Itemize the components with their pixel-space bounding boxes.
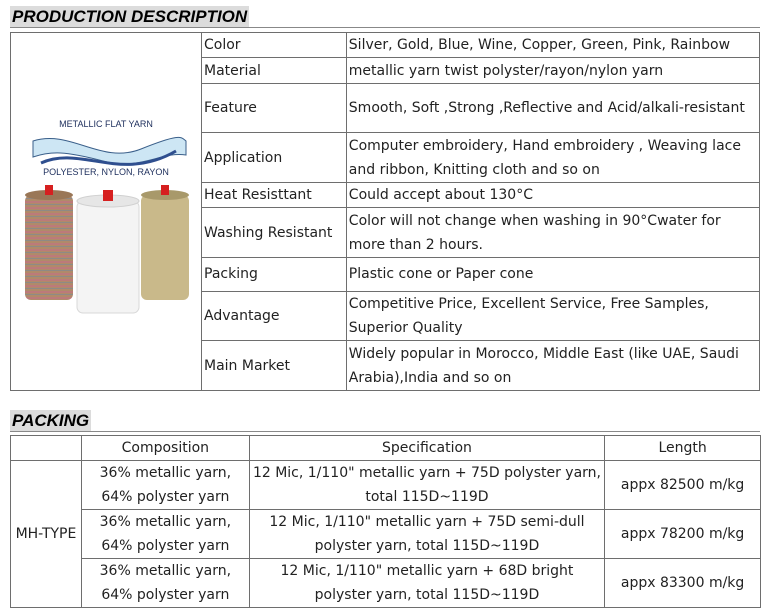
row-value-application: Computer embroidery, Hand embroidery , Weaving lace and ribbon, Knitting cloth and so on xyxy=(346,133,759,183)
row-key-material: Material xyxy=(202,58,347,83)
image-top-label: METALLIC FLAT YARN xyxy=(59,119,153,129)
type-label: MH-TYPE xyxy=(11,461,82,608)
header-blank xyxy=(11,436,82,461)
packing-section-title: PACKING xyxy=(12,411,90,430)
table-row xyxy=(11,559,761,608)
composition-cell xyxy=(81,559,249,608)
specification-cell xyxy=(249,559,604,608)
row-key-color: Color xyxy=(202,33,347,58)
specification-line: 12 Mic, 1/110" metallic yarn + 68D bright xyxy=(280,563,574,579)
row-key-washing-resistant: Washing Resistant xyxy=(202,208,347,258)
composition-line: 64% polyster yarn xyxy=(101,587,230,603)
header-composition: Composition xyxy=(81,436,249,461)
length-cell: appx 83300 m/kg xyxy=(605,559,761,608)
red-cone xyxy=(161,185,169,195)
table-row xyxy=(11,33,760,58)
specification-cell xyxy=(249,461,604,510)
title-divider xyxy=(10,431,760,432)
row-key-feature: Feature xyxy=(202,83,347,133)
red-cone xyxy=(45,185,53,195)
yarn-illustration xyxy=(11,33,201,390)
row-value-color: Silver, Gold, Blue, Wine, Copper, Green, Pink, Rainbow xyxy=(346,33,759,58)
row-value-heat-resistant: Could accept about 130°C xyxy=(346,183,759,208)
row-value-material: metallic yarn twist polyster/rayon/nylon yarn xyxy=(346,58,759,83)
length-cell: appx 78200 m/kg xyxy=(605,510,761,559)
row-value-packing: Plastic cone or Paper cone xyxy=(346,258,759,291)
specification-line: 12 Mic, 1/110" metallic yarn + 75D polyster yarn, xyxy=(252,465,601,481)
spool-white xyxy=(77,201,139,313)
product-image-cell xyxy=(11,33,202,391)
header-length: Length xyxy=(605,436,761,461)
length-cell: appx 82500 m/kg xyxy=(605,461,761,510)
table-row xyxy=(11,510,761,559)
description-table xyxy=(10,32,760,391)
specification-line: total 115D~119D xyxy=(365,489,489,505)
row-value-washing-resistant: Color will not change when washing in 90°Cwater for more than 2 hours. xyxy=(346,208,759,258)
row-value-main-market: Widely popular in Morocco, Middle East (like UAE, Saudi Arabia),India and so on xyxy=(346,341,759,391)
packing-table xyxy=(10,435,761,608)
image-bottom-label: POLYESTER, NYLON, RAYON xyxy=(43,167,169,177)
composition-line: 64% polyster yarn xyxy=(101,489,230,505)
row-key-heat-resistant: Heat Resisttant xyxy=(202,183,347,208)
composition-cell xyxy=(81,461,249,510)
row-key-packing: Packing xyxy=(202,258,347,291)
specification-line: polyster yarn, total 115D~119D xyxy=(314,538,540,554)
product-image xyxy=(11,33,201,390)
row-key-main-market: Main Market xyxy=(202,341,347,391)
title-divider xyxy=(10,27,760,28)
row-key-advantage: Advantage xyxy=(202,291,347,341)
red-cone xyxy=(103,190,113,201)
composition-line: 36% metallic yarn, xyxy=(99,563,232,579)
specification-line: 12 Mic, 1/110" metallic yarn + 75D semi-dull xyxy=(269,514,585,530)
composition-cell xyxy=(81,510,249,559)
row-value-feature: Smooth, Soft ,Strong ,Reflective and Acid/alkali-resistant xyxy=(346,83,759,133)
table-header-row xyxy=(11,436,761,461)
composition-line: 64% polyster yarn xyxy=(101,538,230,554)
composition-line: 36% metallic yarn, xyxy=(99,465,232,481)
header-specification: Specification xyxy=(249,436,604,461)
composition-line: 36% metallic yarn, xyxy=(99,514,232,530)
row-value-advantage: Competitive Price, Excellent Service, Free Samples, Superior Quality xyxy=(346,291,759,341)
spool-gold xyxy=(141,195,189,300)
table-row xyxy=(11,461,761,510)
description-section-title: PRODUCTION DESCRIPTION xyxy=(12,7,248,26)
row-key-application: Application xyxy=(202,133,347,183)
specification-cell xyxy=(249,510,604,559)
specification-line: polyster yarn, total 115D~119D xyxy=(314,587,540,603)
